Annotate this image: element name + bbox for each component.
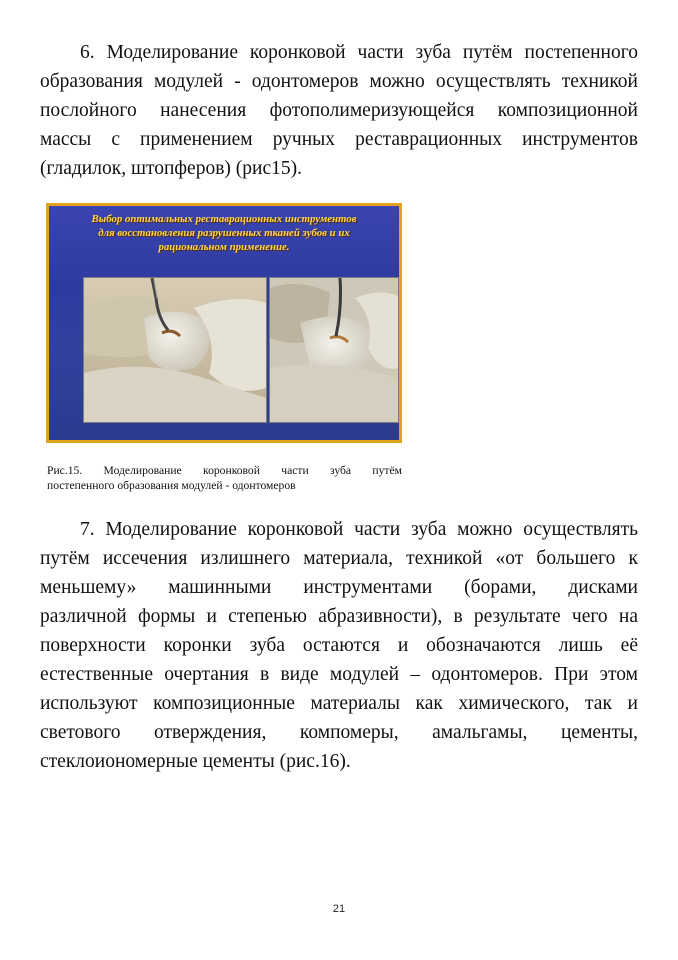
caption-line: постепенного образования модулей - одонтомеров [47,479,296,492]
slide-title-line: рациональном применение. [158,241,290,253]
paragraph-line: образования модулей - одонтомеров можно осуществлять техникой [40,71,638,92]
paragraph-line: путём иссечения излишнего материала, техникой «от большего к [40,548,638,569]
paragraph-line: (гладилок, штопферов) (рис15). [40,158,302,179]
paragraph-line: 6. Моделирование коронковой части зуба путём постепенного [80,42,638,63]
paragraph-line: стеклоиономерные цементы (рис.16). [40,751,351,772]
paragraph-line: различной формы и степенью абразивности), в результате чего на [40,606,638,627]
dental-photo-right [269,277,399,423]
paragraph-7 [40,515,638,776]
slide-title-line: Выбор оптимальных реставрационных инструментов [91,213,357,225]
paragraph-6 [40,38,638,183]
paragraph-line: массы с применением ручных реставрационных инструментов [40,129,638,150]
caption-line: Рис.15. Моделирование коронковой части зуба путём [47,464,402,477]
page-number: 21 [332,903,346,915]
paragraph-line: послойного нанесения фотополимеризующейся композиционной [40,100,638,121]
figure-caption [47,463,402,493]
paragraph-line: 7. Моделирование коронковой части зуба можно осуществлять [80,519,638,540]
paragraph-line: светового отверждения, компомеры, амальгамы, цементы, [40,722,638,743]
paragraph-line: используют композиционные материалы как химического, так и [40,693,638,714]
presentation-slide [49,206,399,440]
paragraph-line: естественные очертания в виде модулей – одонтомеров. При этом [40,664,638,685]
paragraph-line: поверхности коронки зуба остаются и обозначаются лишь её [40,635,638,656]
slide-title-line: для восстановления разрушенных тканей зубов и их [98,227,350,239]
dental-photo-left [83,277,267,423]
figure-15 [46,203,402,443]
paragraph-line: меньшему» машинными инструментами (борами, дисками [40,577,638,598]
slide-title [49,212,399,254]
